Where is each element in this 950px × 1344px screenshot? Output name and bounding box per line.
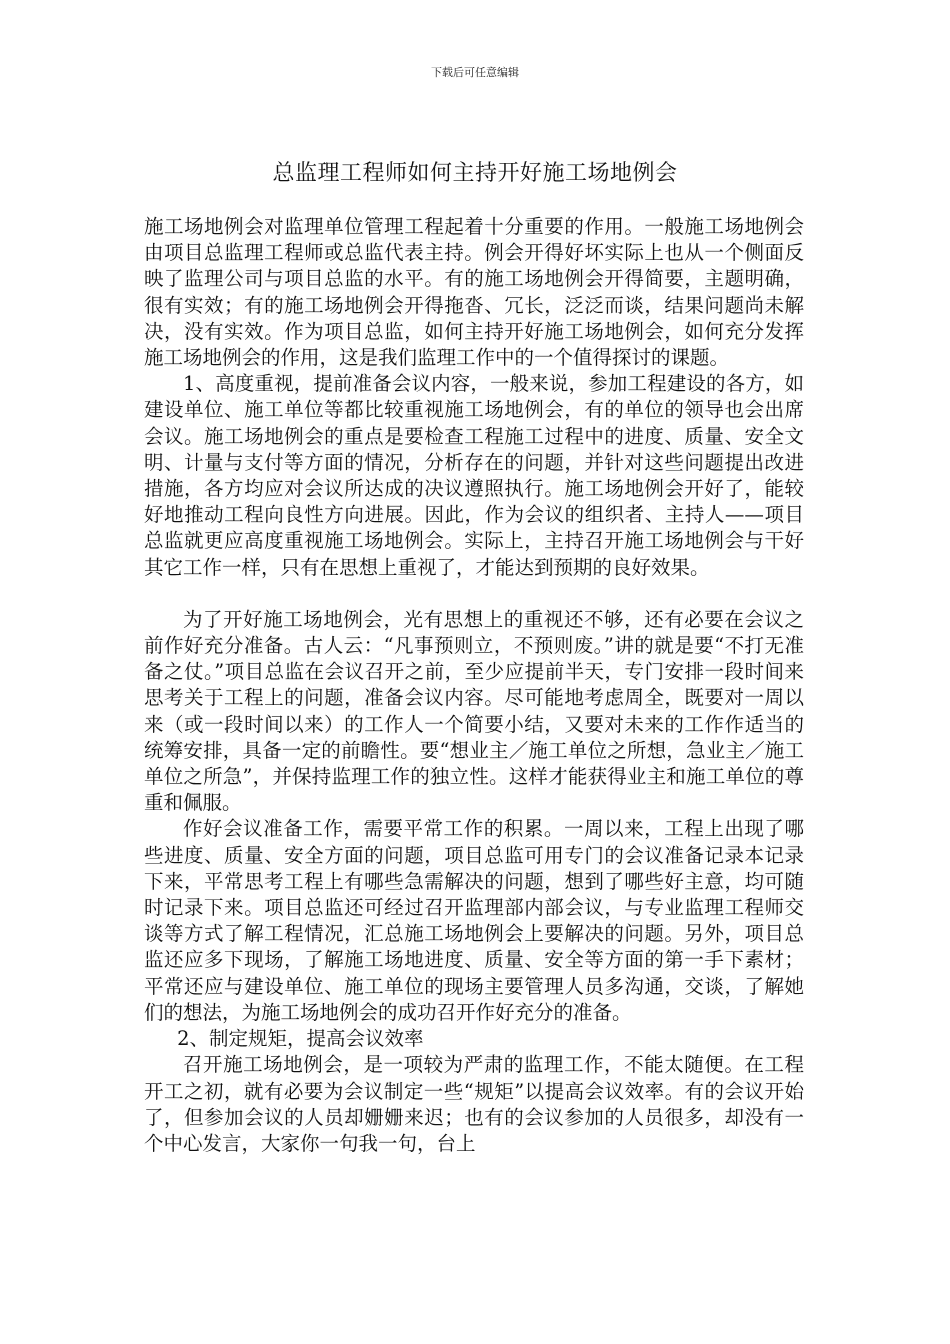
paragraph-section-2: 召开施工场地例会，是一项较为严肃的监理工作，不能太随便。在工程开工之初，就有必要为会议制定一些“规矩”以提高会议效率。有的会议开始了，但参加会议的人员却姗姗来迟；也有的会议参加的人员很多，却没有一个中心发言，大家你一句我一句，台上	[144, 1053, 804, 1155]
paragraph-accumulation: 作好会议准备工作，需要平常工作的积累。一周以来，工程上出现了哪些进度、质量、安全方面的问题，项目总监可用专门的会议准备记录本记录下来，平常思考工程上有哪些急需解决的问题，想到了哪些好主意，均可随时记录下来。项目总监还可经过召开监理部内部会议，与专业监理工程师交谈等方式了解工程情况，汇总施工场地例会上要解决的问题。另外，项目总监还应多下现场，了解施工场地进度、质量、安全等方面的第一手下素材；平常还应与建设单位、施工单位的现场主要管理人员多沟通，交谈，了解她们的想法，为施工场地例会的成功召开作好充分的准备。	[144, 817, 804, 1024]
paragraph-preparation: 为了开好施工场地例会，光有思想上的重视还不够，还有必要在会议之前作好充分准备。古人云：“凡事预则立，不预则废。”讲的就是要“不打无准备之仗。”项目总监在会议召开之前，至少应提前半天，专门安排一段时间来思考关于工程上的问题，准备会议内容。尽可能地考虑周全，既要对一周以来（或一段时间以来）的工作人一个简要小结，又要对未来的工作作适当的统筹安排，具备一定的前瞻性。要“想业主／施工单位之所想，急业主／施工单位之所急”，并保持监理工作的独立性。这样才能获得业主和施工单位的尊重和佩服。	[144, 607, 804, 815]
header-note: 下载后可任意编辑	[431, 66, 519, 79]
paragraph-section-1: 1、高度重视，提前准备会议内容，一般来说，参加工程建设的各方，如建设单位、施工单位等都比较重视施工场地例会，有的单位的领导也会出席会议。施工场地例会的重点是要检查工程施工过程中的进度、质量、安全文明、计量与支付等方面的情况，分析存在的问题，并针对这些问题提出改进措施，各方均应对会议所达成的决议遵照执行。施工场地例会开好了，能较好地推动工程向良性方向进展。因此，作为会议的组织者、主持人——项目总监就更应高度重视施工场地例会。实际上，主持召开施工场地例会与干好其它工作一样，只有在思想上重视了，才能达到预期的良好效果。	[144, 372, 804, 579]
section-heading-2: 2、制定规矩，提高会议效率	[177, 1027, 424, 1051]
paragraph-intro: 施工场地例会对监理单位管理工程起着十分重要的作用。一般施工场地例会由项目总监理工程师或总监代表主持。例会开得好坏实际上也从一个侧面反映了监理公司与项目总监的水平。有的施工场地例会开得简要，主题明确，很有实效；有的施工场地例会开得拖沓、冗长，泛泛而谈，结果问题尚未解决，没有实效。作为项目总监，如何主持开好施工场地例会，如何充分发挥施工场地例会的作用，这是我们监理工作中的一个值得探讨的课题。	[144, 215, 804, 370]
document-title: 总监理工程师如何主持开好施工场地例会	[272, 161, 678, 186]
document-body	[144, 214, 804, 1157]
